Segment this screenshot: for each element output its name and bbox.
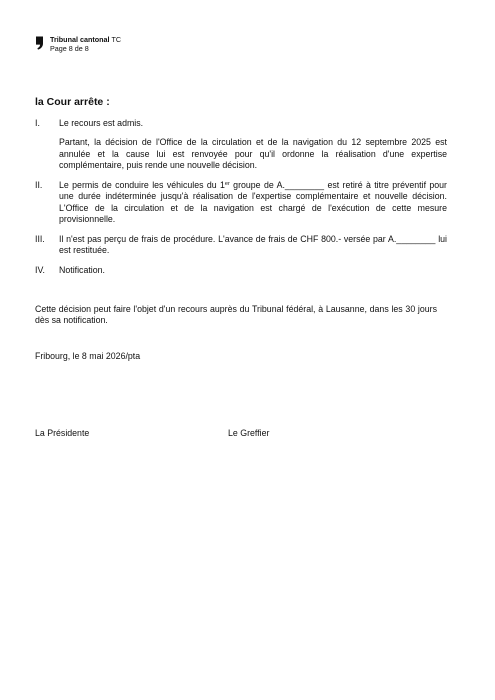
president-signature-label: La Présidente [35, 428, 90, 438]
ruling-item-1 [35, 118, 447, 180]
tribunal-logo-icon [35, 36, 44, 50]
item-text: Le recours est admis. [59, 118, 144, 128]
court-name: Tribunal cantonal TC [50, 35, 122, 44]
clerk-signature-label: Le Greffier [228, 428, 270, 438]
item-text: Il n'est pas perçu de frais de procédure. L'avance de frais de CHF 800.- versée par A.________ lui est restituée. [59, 234, 447, 256]
place-and-date: Fribourg, le 8 mai 2026/pta [35, 351, 141, 361]
item-text: Partant, la décision de l'Office de la circulation et de la navigation du 12 septembre 2025 est annulée et la cause lui est renvoyée pour qu'il ordonne la réalisation d'une expertise complémentaire, puis rende une nouvelle décision. [59, 137, 447, 171]
ruling-item-3 [35, 234, 447, 265]
item-text: Notification. [59, 265, 105, 275]
ruling-item-4 [35, 265, 447, 284]
page-number: Page 8 de 8 [50, 44, 89, 53]
page-header [35, 35, 121, 53]
ruling-item-2 [35, 180, 447, 234]
item-number: II. [35, 180, 43, 190]
item-number: IV. [35, 265, 45, 275]
operative-heading: la Cour arrête : [35, 96, 110, 108]
appeal-notice: Cette décision peut faire l'objet d'un recours auprès du Tribunal fédéral, à Lausanne, dans les 30 jours dès sa notification. [35, 304, 437, 326]
item-text: Le permis de conduire les véhicules du 1er groupe de A.________ est retiré à titre préventif pour une durée indéterminée jusqu'à réalisation de l'expertise complémentaire et nouvelle décision. L'Office de la circulation et de la navigation est chargé de l'exécution de cette mesure provisionnelle. [59, 180, 447, 225]
item-number: III. [35, 234, 45, 244]
item-number: I. [35, 118, 40, 128]
